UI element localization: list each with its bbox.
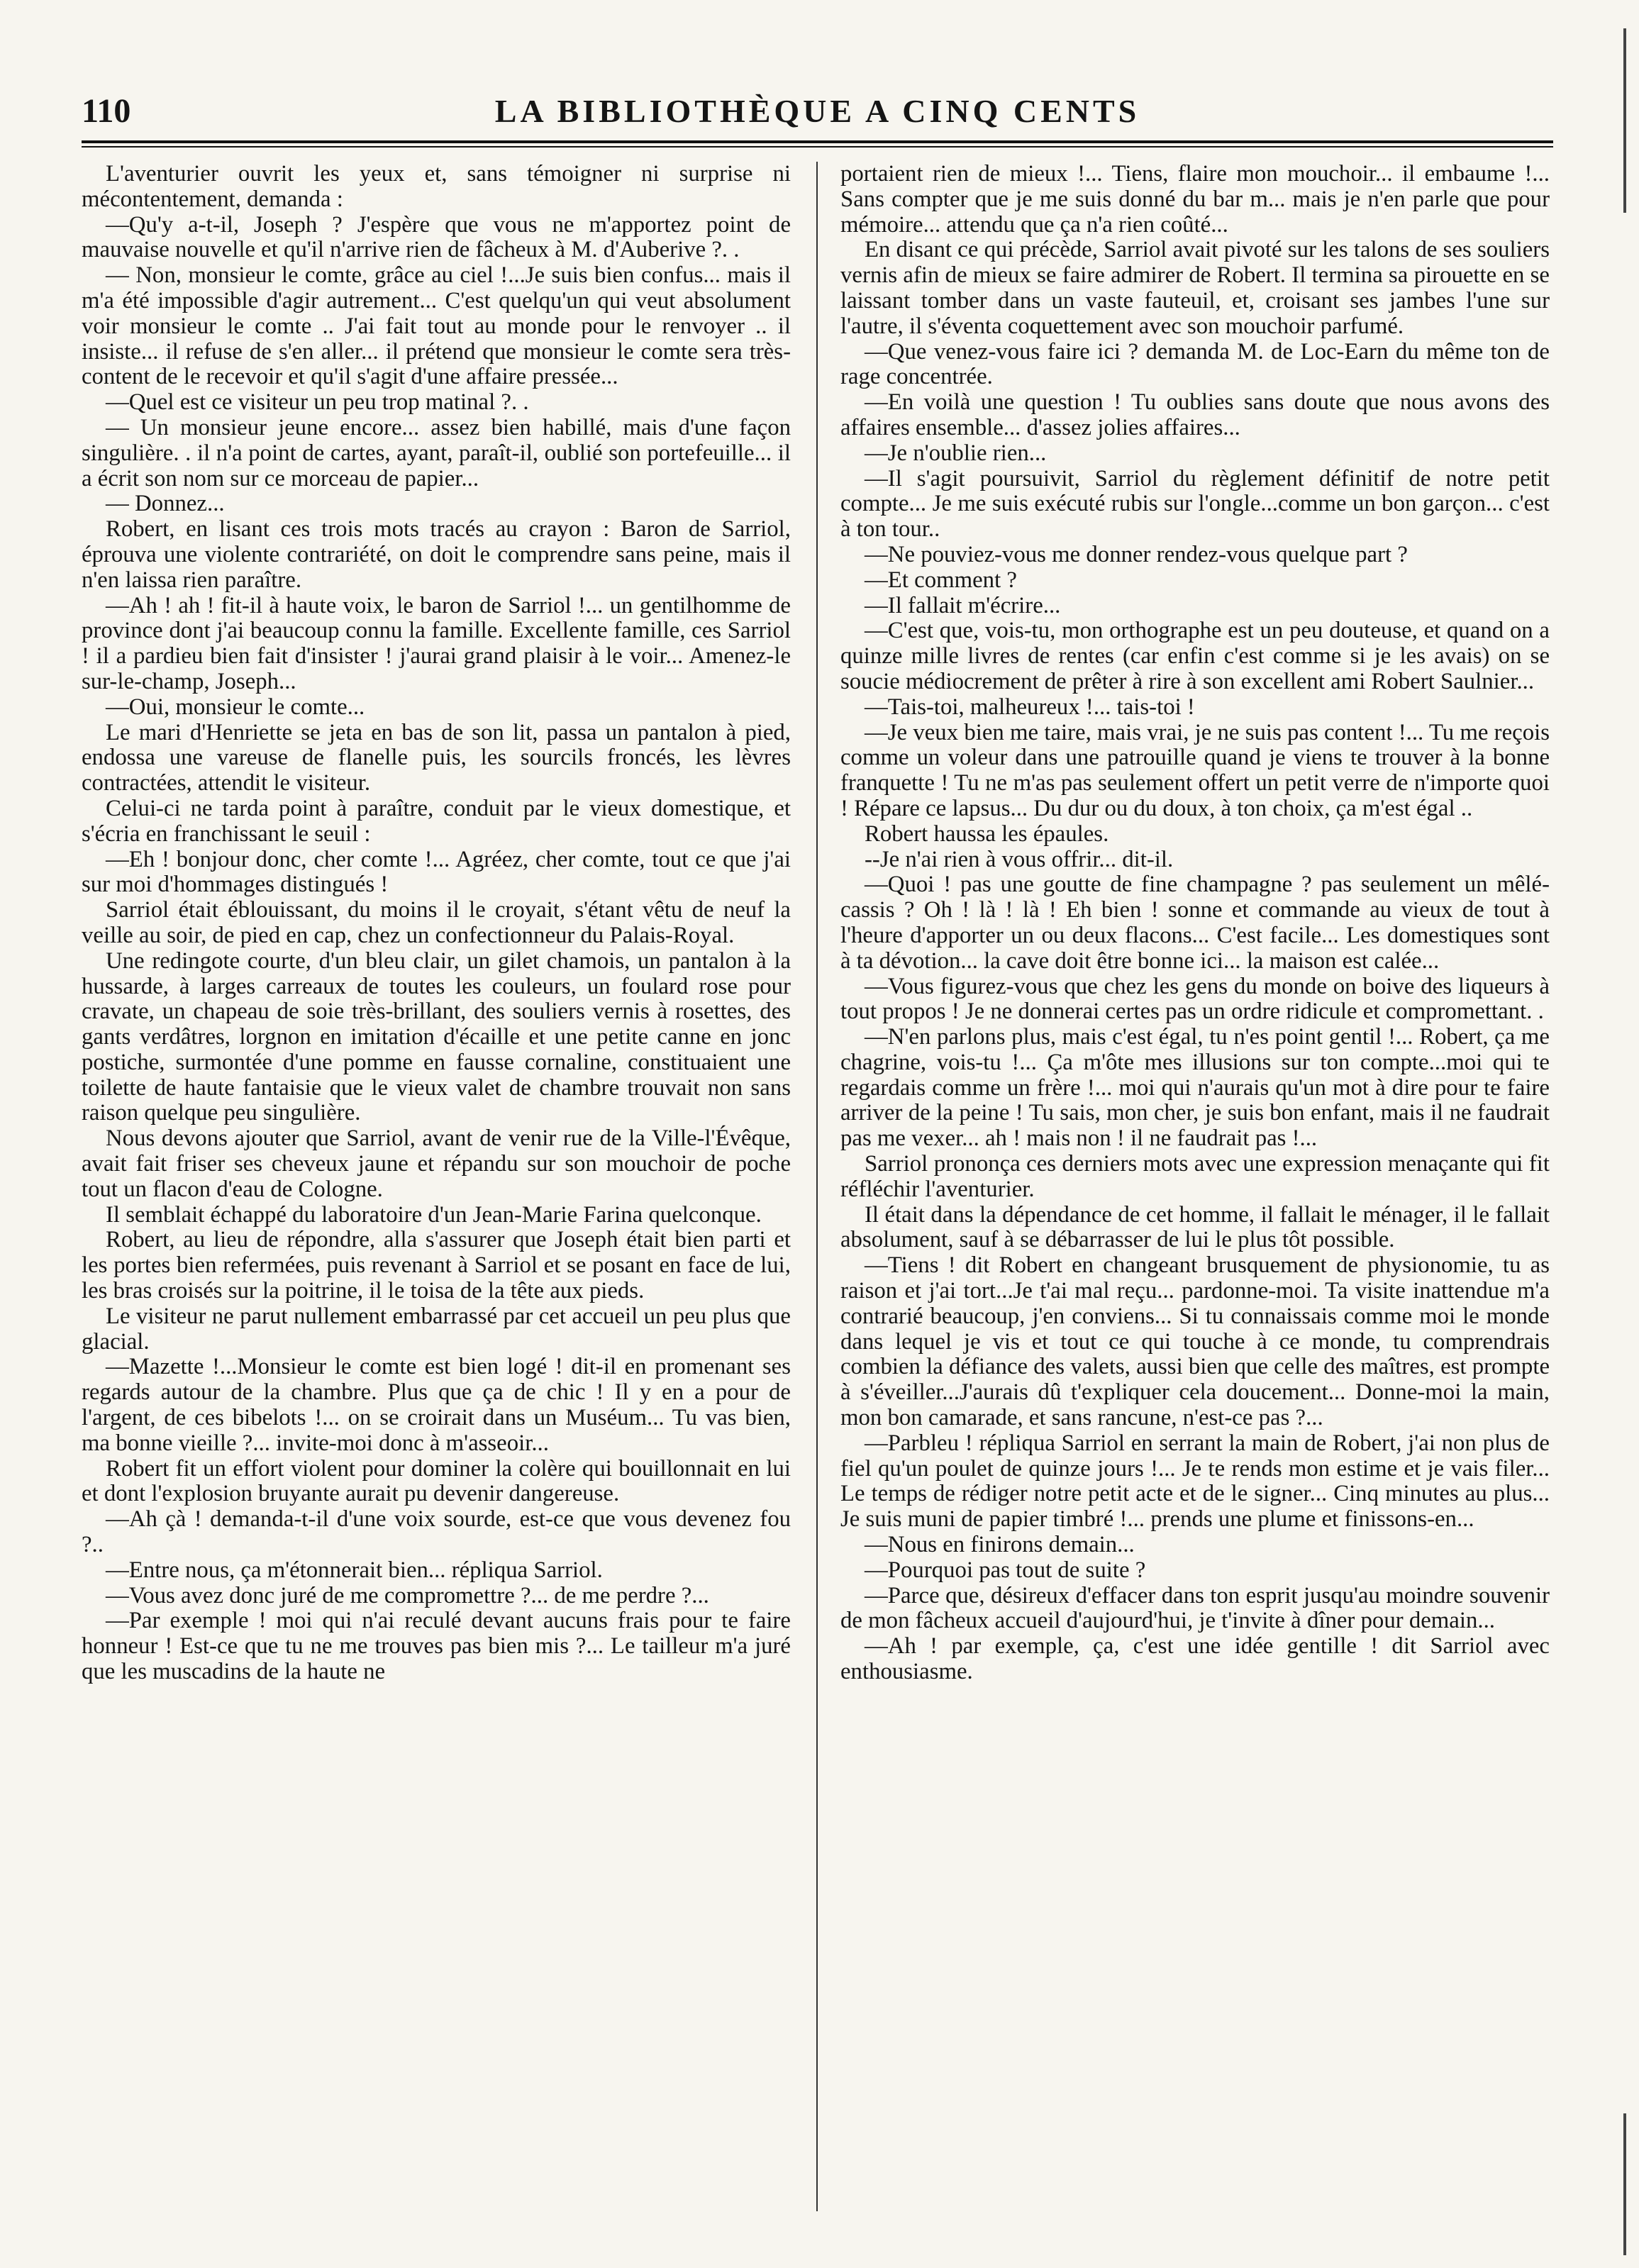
paragraph: —Vous avez donc juré de me compromettre ?... de me perdre ?... <box>106 1582 709 1608</box>
paragraph: —Ne pouviez-vous me donner rendez-vous quelque part ? <box>865 541 1408 567</box>
paragraph: portaient rien de mieux !... Tiens, flaire mon mouchoir... il embaume !... Sans compter que je me suis donné du bar m... mais je n'en parle que pour mémoire... attendu que ça n'a rien coûté... <box>840 162 1550 238</box>
paragraph: —Quoi ! pas une goutte de fine champagne ? pas seulement un mêlé-cassis ? Oh ! là ! là ! Eh bien ! sonne et commande au vieux de tout à l'heure d'apporter un ou deux flacons... C'est facile... Les domestiques sont à ta dévotion... la cave doit être bonne ici... la maison est calée... <box>840 872 1550 974</box>
paragraph: —Quel est ce visiteur un peu trop matinal ?. . <box>106 389 529 416</box>
paragraph: —Eh ! bonjour donc, cher comte !... Agréez, cher comte, tout ce que j'ai sur moi d'hommages distingués ! <box>82 846 791 898</box>
book-page <box>82 78 1553 2241</box>
paragraph: —Pourquoi pas tout de suite ? <box>865 1557 1146 1583</box>
paragraph: —Parce que, désireux d'effacer dans ton esprit jusqu'au moindre souvenir de mon fâcheux accueil d'aujourd'hui, je t'invite à dîner pour demain... <box>840 1582 1550 1634</box>
paragraph: L'aventurier ouvrit les yeux et, sans témoigner ni surprise ni mécontentement, demanda : <box>82 162 791 212</box>
paragraph: — Donnez... <box>106 491 225 517</box>
paragraph: —Vous figurez-vous que chez les gens du monde on boive des liqueurs à tout propos ! Je ne donnerai certes pas un ordre ridicule et compromettant. . <box>840 973 1550 1025</box>
paragraph: Robert, en lisant ces trois mots tracés au crayon : Baron de Sarriol, éprouva une violente contrariété, on doit le comprendre sans peine, mais il n'en laissa rien paraître. <box>82 516 791 593</box>
paragraph: —Parbleu ! répliqua Sarriol en serrant la main de Robert, j'ai non plus de fiel qu'un poulet de quinze jours !... Je te rends mon estime et je vais filer... Le temps de rédiger notre petit acte et de le signer... Cinq minutes au plus... Je suis muni de papier timbré !... prends une plume et finissons-en... <box>840 1430 1550 1533</box>
paragraph: —Il s'agit poursuivit, Sarriol du règlement définitif de notre petit compte... Je me suis exécuté rubis sur l'ongle...comme un bon garçon... c'est à ton tour.. <box>840 465 1550 543</box>
paragraph: — Non, monsieur le comte, grâce au ciel !...Je suis bien confus... mais il m'a été impossible d'agir autrement... C'est quelqu'un qui veut absolument voir monsieur le comte .. J'ai fait tout au monde pour le renvoyer .. il insiste... il refuse de s'en aller... il prétend que monsieur le comte sera très-content de le recevoir et qu'il s'agit d'une affaire pressée... <box>82 262 791 390</box>
paragraph: —Oui, monsieur le comte... <box>106 694 365 720</box>
paragraph: —Que venez-vous faire ici ? demanda M. de Loc-Earn du même ton de rage concentrée. <box>840 338 1550 390</box>
paragraph: Celui-ci ne tarda point à paraître, conduit par le vieux domestique, et s'écria en franchissant le seuil : <box>82 795 791 847</box>
paragraph: —En voilà une question ! Tu oublies sans doute que nous avons des affaires ensemble... d'assez jolies affaires... <box>840 389 1550 440</box>
paragraph: —N'en parlons plus, mais c'est égal, tu n'es point gentil !... Robert, ça me chagrine, vois-tu !... Ça m'ôte mes illusions sur ton compte...moi qui te regardais comme un frère !... moi qui n'aurais qu'un mot à dire pour te faire arriver de la peine ! Tu sais, mon cher, je suis bon enfant, mais il ne faudrait pas me vexer... ah ! mais non ! il ne faudrait pas !... <box>840 1024 1550 1152</box>
column-divider <box>816 162 818 2211</box>
paragraph: Robert, au lieu de répondre, alla s'assurer que Joseph était bien parti et les portes bien refermées, puis revenant à Sarriol et se posant en face de lui, les bras croisés sur la poitrine, il le toisa de la tête aux pieds. <box>82 1227 791 1304</box>
paragraph: —Par exemple ! moi qui n'ai reculé devant aucuns frais pour te faire honneur ! Est-ce que tu ne me trouves pas bien mis ?... Le tailleur m'a juré que les muscadins de la haute ne <box>82 1608 791 1685</box>
paragraph: —C'est que, vois-tu, mon orthographe est un peu douteuse, et quand on a quinze mille livres de rentes (car enfin c'est comme si je les avais) on se soucie médiocrement de prêter à rire à son excellent ami Robert Saulnier... <box>840 618 1550 694</box>
paragraph: Sarriol prononça ces derniers mots avec une expression menaçante qui fit réfléchir l'aventurier. <box>840 1151 1550 1202</box>
left-column <box>82 162 791 2229</box>
paragraph: Il était dans la dépendance de cet homme, il fallait le ménager, il le fallait absolument, sauf à se débarrasser de lui le plus tôt possible. <box>840 1201 1550 1253</box>
paragraph: —Qu'y a-t-il, Joseph ? J'espère que vous ne m'apportez point de mauvaise nouvelle et qu'il n'arrive rien de fâcheux à M. d'Auberive ?. . <box>82 211 791 263</box>
paragraph: —Ah çà ! demanda-t-il d'une voix sourde, est-ce que vous devenez fou ?.. <box>82 1506 791 1558</box>
paragraph: —Ah ! par exemple, ça, c'est une idée gentille ! dit Sarriol avec enthousiasme. <box>840 1633 1550 1685</box>
page-header <box>82 85 1553 136</box>
paragraph: Nous devons ajouter que Sarriol, avant de venir rue de la Ville-l'Évêque, avait fait friser ses cheveux jaune et répandu sur son mouchoir de poche tout un flacon d'eau de Cologne. <box>82 1125 791 1202</box>
binding-edge-mark <box>1623 28 1626 213</box>
header-rule <box>82 140 1553 148</box>
paragraph: —Je veux bien me taire, mais vrai, je ne suis pas content !... Tu me reçois comme un voleur dans une patrouille quand je viens te trouver à la bonne franquette ! Tu ne m'as pas seulement offert un petit verre de n'importe quoi ! Répare ce lapsus... Du dur ou du doux, à ton choix, ça m'est égal .. <box>840 719 1550 821</box>
paragraph: Robert haussa les épaules. <box>865 821 1109 847</box>
paragraph: —Tais-toi, malheureux !... tais-toi ! <box>865 694 1195 720</box>
paragraph: —Entre nous, ça m'étonnerait bien... répliqua Sarriol. <box>106 1557 603 1583</box>
paragraph: —Il fallait m'écrire... <box>865 592 1061 618</box>
running-title: LA BIBLIOTHÈQUE A CINQ CENTS <box>494 92 1140 129</box>
right-column <box>840 162 1550 2229</box>
paragraph: Robert fit un effort violent pour dominer la colère qui bouillonnait en lui et dont l'explosion bruyante aurait pu devenir dangereuse. <box>82 1455 791 1507</box>
paragraph: En disant ce qui précède, Sarriol avait pivoté sur les talons de ses souliers vernis afin de mieux se faire admirer de Robert. Il termina sa pirouette en se laissant tomber dans un vaste fauteuil, et, croisant ses jambes l'une sur l'autre, il s'éventa coquettement avec son mouchoir parfumé. <box>840 237 1550 339</box>
paragraph: —Nous en finirons demain... <box>865 1532 1135 1558</box>
paragraph: —Et comment ? <box>865 567 1017 593</box>
paragraph: Le visiteur ne parut nullement embarrassé par cet accueil un peu plus que glacial. <box>82 1303 791 1355</box>
paragraph: Sarriol était éblouissant, du moins il le croyait, s'étant vêtu de neuf la veille au soir, de pied en cap, chez un confectionneur du Palais-Royal. <box>82 897 791 948</box>
paragraph: —Mazette !...Monsieur le comte est bien logé ! dit-il en promenant ses regards autour de la chambre. Plus que ça de chic ! Il y en a pour de l'argent, de ces bibelots !... on se croirait dans un Muséum... Tu vas bien, ma bonne vieille ?... invite-moi donc à m'asseoir... <box>82 1354 791 1456</box>
paragraph: Il semblait échappé du laboratoire d'un Jean-Marie Farina quelconque. <box>106 1201 762 1228</box>
paragraph: — Un monsieur jeune encore... assez bien habillé, mais d'une façon singulière. . il n'a point de cartes, ayant, paraît-il, oublié son portefeuille... il a écrit son nom sur ce morceau de papier... <box>82 414 791 491</box>
paragraph: Le mari d'Henriette se jeta en bas de son lit, passa un pantalon à pied, endossa une vareuse de flanelle puis, les sourcils froncés, les lèvres contractées, attendit le visiteur. <box>82 719 791 796</box>
page-number: 110 <box>82 91 131 130</box>
binding-edge-mark <box>1623 2113 1626 2255</box>
paragraph: Une redingote courte, d'un bleu clair, un gilet chamois, un pantalon à la hussarde, à larges carreaux de toutes les couleurs, un foulard rose pour cravate, un chapeau de soie très-brillant, des souliers vernis à rosettes, des gants verdâtres, lorgnon en imitation d'écaille et une petite canne en jonc postiche, surmontée d'une pomme en fausse cornaline, constituaient une toilette de haute fantaisie que le vieux valet de chambre trouvait non sans raison quelque peu singulière. <box>82 947 791 1126</box>
paragraph: —Tiens ! dit Robert en changeant brusquement de physionomie, tu as raison et j'ai tort...Je t'ai mal reçu... pardonne-moi. Ta visite inattendue m'a contrarié beaucoup, j'en conviens... Si tu connaissais comme moi le monde dans lequel je vis et tout ce qui touche à ce monde, tu comprendrais combien la défiance des valets, aussi bien que celle des maîtres, est prompte à s'éveiller...J'aurais dû t'expliquer cela doucement... Donne-moi la main, mon bon camarade, et sans rancune, n'est-ce pas ?... <box>840 1252 1550 1431</box>
paragraph: —Ah ! ah ! fit-il à haute voix, le baron de Sarriol !... un gentilhomme de province dont j'ai beaucoup connu la famille. Excellente famille, ces Sarriol ! il a pardieu bien fait d'insister ! j'aurai grand plaisir à le voir... Amenez-le sur-le-champ, Joseph... <box>82 592 791 694</box>
paragraph: —Je n'oublie rien... <box>865 440 1047 466</box>
paragraph: --Je n'ai rien à vous offrir... dit-il. <box>865 846 1174 872</box>
